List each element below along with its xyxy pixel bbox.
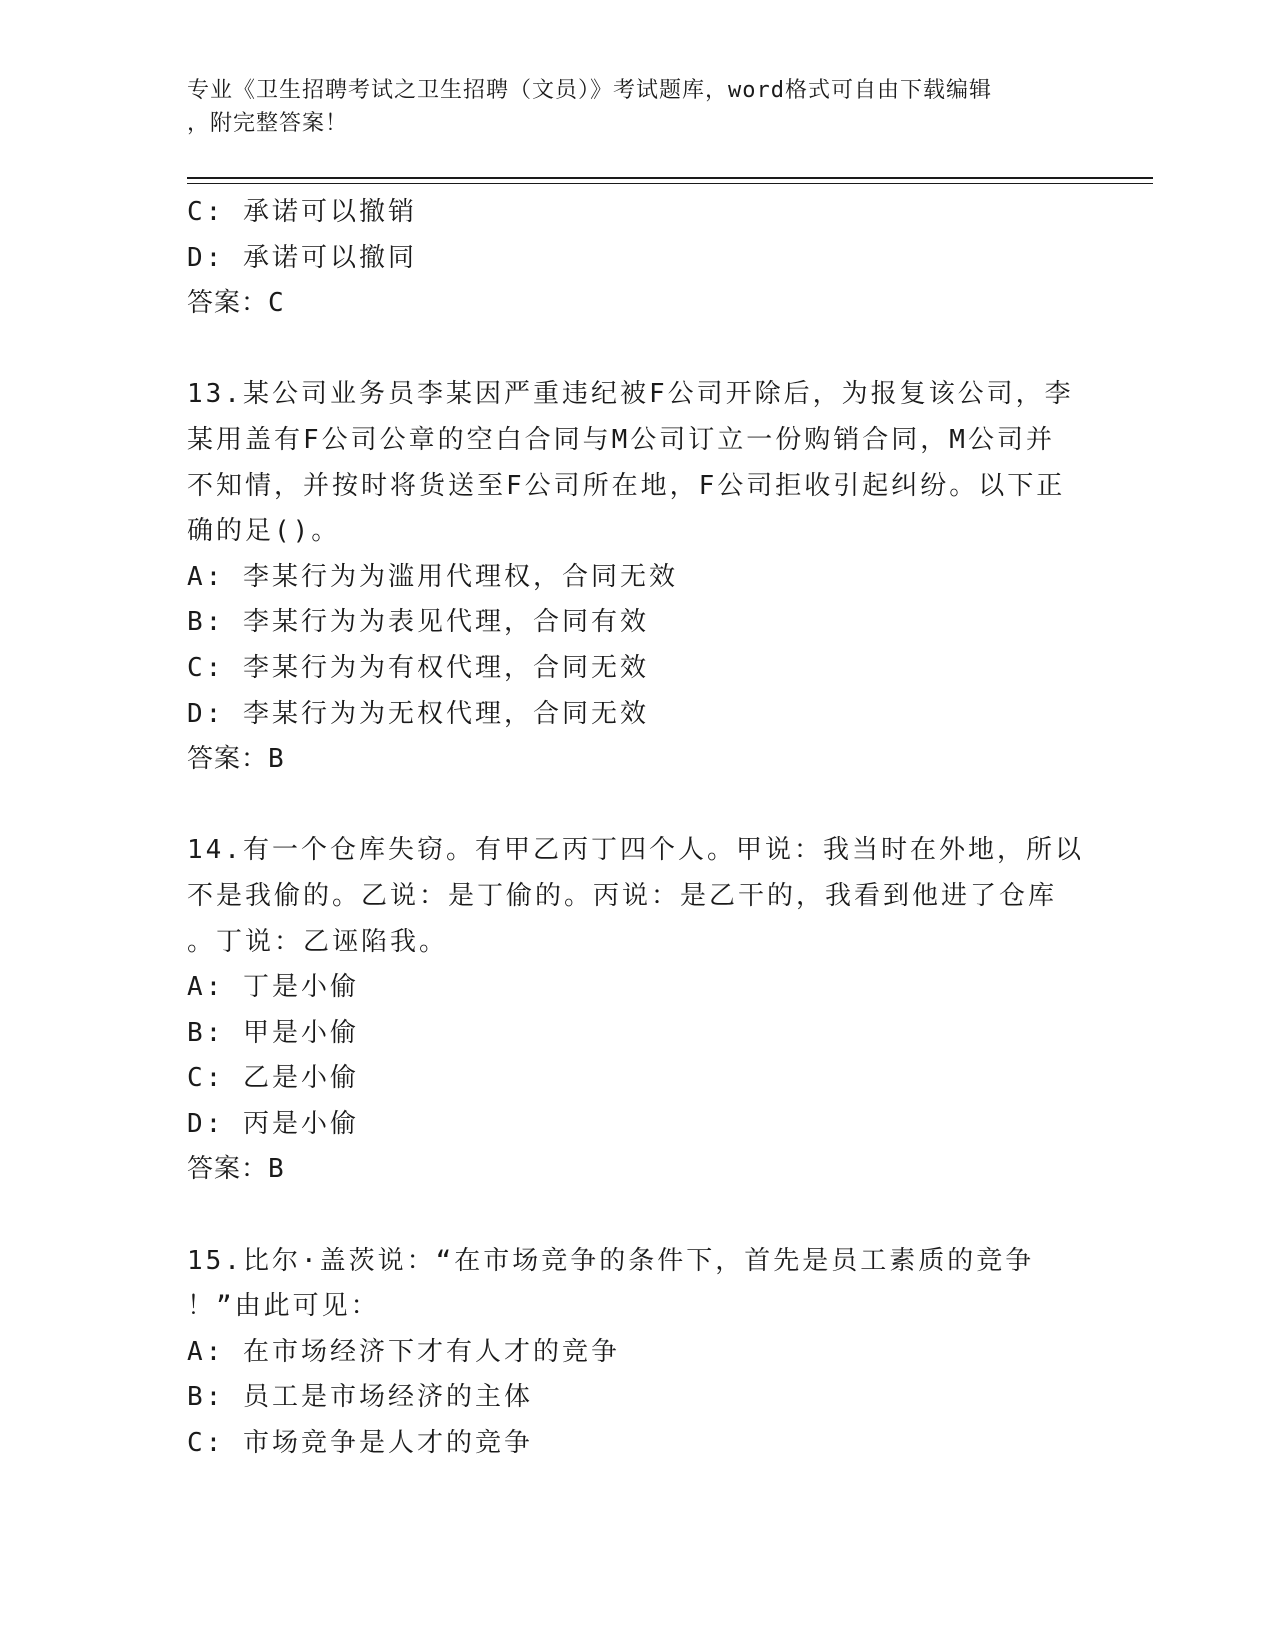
question-stem-line: 14.有一个仓库失窃。有甲乙丙丁四个人。甲说：我当时在外地，所以	[187, 835, 1084, 866]
question-stem-line: 。丁说：乙诬陷我。	[187, 926, 449, 957]
option-c: C: 乙是小偷	[187, 1063, 359, 1094]
header-divider	[187, 183, 1153, 184]
option-b: B: 员工是市场经济的主体	[187, 1382, 533, 1413]
option-c: C: 市场竞争是人才的竞争	[187, 1428, 533, 1459]
option-b: B: 甲是小偷	[187, 1017, 359, 1048]
question-stem-line: 不是我偷的。乙说：是丁偷的。丙说：是乙干的，我看到他进了仓库	[187, 880, 1058, 911]
answer-line: 答案：C	[187, 288, 285, 319]
document-body	[187, 190, 1087, 1467]
question-block	[187, 190, 1087, 327]
option-a: A: 丁是小偷	[187, 972, 359, 1003]
question-stem-line: 15.比尔·盖茨说：“在市场竞争的条件下，首先是员工素质的竞争	[187, 1245, 1035, 1276]
spacer	[187, 327, 1087, 373]
option-a: A: 在市场经济下才有人才的竞争	[187, 1336, 620, 1367]
header-line: ，附完整答案！	[187, 111, 349, 136]
option-d: D: 丙是小偷	[187, 1108, 359, 1139]
option-b: B: 李某行为为表见代理，合同有效	[187, 607, 649, 638]
spacer	[187, 1193, 1087, 1239]
answer-line: 答案：B	[187, 744, 285, 775]
option-c: C: 承诺可以撤销	[187, 197, 417, 227]
spacer	[187, 783, 1087, 829]
question-stem-line: 13.某公司业务员李某因严重违纪被F公司开除后，为报复该公司，李	[187, 379, 1074, 410]
question-block	[187, 372, 1087, 782]
option-d: D: 李某行为为无权代理，合同无效	[187, 698, 649, 729]
header-line: 专业《卫生招聘考试之卫生招聘（文员）》考试题库，word格式可自由下载编辑	[187, 78, 992, 103]
page-header	[187, 74, 1087, 140]
option-a: A: 李某行为为滥用代理权，合同无效	[187, 561, 678, 592]
header-divider	[187, 177, 1153, 179]
question-block	[187, 1239, 1087, 1467]
question-stem-line: 某用盖有F公司公章的空白合同与M公司订立一份购销合同，M公司并	[187, 424, 1055, 455]
option-c: C: 李某行为为有权代理，合同无效	[187, 652, 649, 683]
answer-line: 答案：B	[187, 1154, 285, 1185]
question-stem-line: ！”由此可见：	[187, 1291, 380, 1322]
question-block	[187, 828, 1087, 1193]
question-stem-line: 确的足()。	[187, 516, 341, 547]
option-d: D: 承诺可以撤同	[187, 242, 417, 273]
question-stem-line: 不知情，并按时将货送至F公司所在地，F公司拒收引起纠纷。以下正	[187, 470, 1066, 501]
